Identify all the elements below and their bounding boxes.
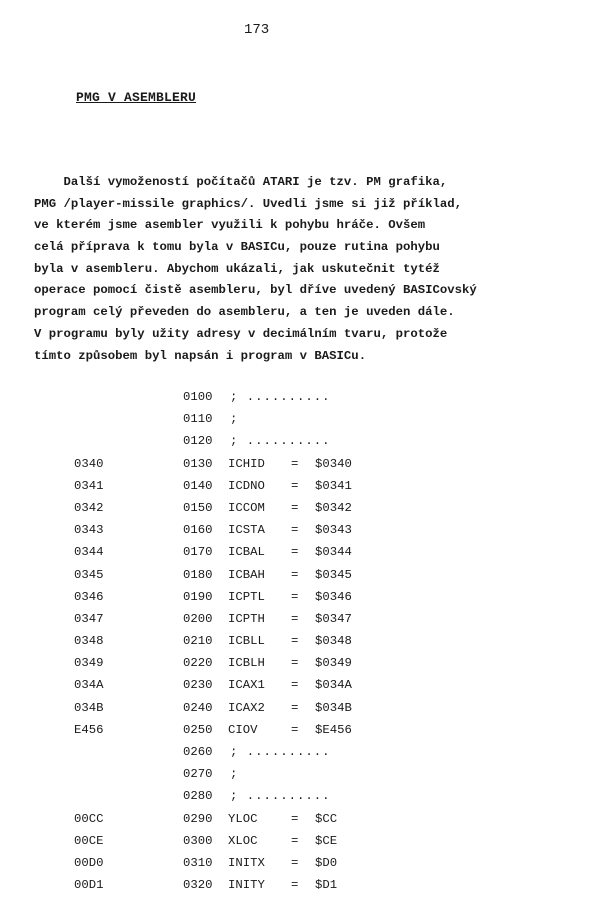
listing-comment: ; — [230, 412, 239, 427]
listing-row — [0, 808, 600, 830]
listing-operator: = — [291, 611, 299, 626]
listing-row — [0, 564, 600, 586]
listing-operator: = — [291, 722, 299, 737]
listing-label: INITX — [228, 855, 265, 870]
listing-value: $D0 — [315, 855, 338, 870]
listing-row — [0, 697, 600, 719]
listing-address: 034A — [74, 678, 104, 693]
listing-label: ICBAH — [228, 567, 265, 582]
listing-value: $0349 — [315, 656, 352, 671]
listing-value: $0343 — [315, 523, 352, 538]
listing-value: $0345 — [315, 567, 352, 582]
paragraph-line: celá příprava k tomu byla v BASICu, pouze rutina pohybu — [34, 240, 440, 255]
listing-value: $D1 — [315, 878, 338, 893]
listing-label: XLOC — [228, 833, 258, 848]
listing-label: ICBLL — [228, 634, 265, 649]
listing-line-number: 0140 — [183, 478, 213, 493]
listing-row — [0, 608, 600, 630]
listing-line-number: 0250 — [183, 722, 213, 737]
listing-operator: = — [291, 567, 299, 582]
listing-row — [0, 741, 600, 763]
listing-comment: ; .......... — [230, 789, 331, 804]
listing-line-number: 0280 — [183, 789, 213, 804]
listing-label: ICAX2 — [228, 700, 265, 715]
listing-operator: = — [291, 478, 299, 493]
listing-line-number: 0260 — [183, 745, 213, 759]
listing-line-number: 0100 — [183, 390, 213, 404]
body-paragraph — [34, 172, 574, 367]
paragraph-line: byla v asembleru. Abychom ukázali, jak uskutečnit tytéž — [34, 261, 440, 276]
listing-address: 0344 — [74, 545, 104, 560]
listing-line-number: 0220 — [183, 656, 213, 671]
listing-label: ICAX1 — [228, 678, 265, 693]
listing-operator: = — [291, 700, 299, 715]
listing-row — [0, 674, 600, 696]
listing-address: 00CC — [74, 811, 104, 826]
section-title: PMG V ASEMBLERU — [76, 90, 197, 105]
listing-row — [0, 475, 600, 497]
listing-line-number: 0240 — [183, 700, 213, 715]
paragraph-line: Další vymožeností počítačů ATARI je tzv. PM grafika, — [34, 175, 448, 189]
listing-row — [0, 586, 600, 608]
listing-line-number: 0190 — [183, 589, 213, 604]
listing-comment: ; — [230, 767, 239, 782]
listing-address: 00CE — [74, 833, 104, 848]
listing-operator: = — [291, 878, 299, 893]
listing-label: ICSTA — [228, 523, 265, 538]
listing-line-number: 0150 — [183, 500, 213, 515]
listing-comment: ; .......... — [230, 745, 331, 759]
listing-line-number: 0300 — [183, 833, 213, 848]
listing-value: $0347 — [315, 611, 352, 626]
listing-address: 0349 — [74, 656, 104, 671]
listing-value: $0342 — [315, 500, 352, 515]
listing-line-number: 0130 — [183, 456, 213, 471]
listing-address: 0341 — [74, 478, 104, 493]
listing-address: 0347 — [74, 611, 104, 626]
listing-line-number: 0210 — [183, 634, 213, 649]
listing-address: 00D1 — [74, 878, 104, 893]
listing-value: $CC — [315, 811, 338, 826]
listing-value: $0340 — [315, 456, 352, 471]
listing-label: CIOV — [228, 722, 258, 737]
listing-row — [0, 408, 600, 430]
listing-line-number: 0320 — [183, 878, 213, 893]
listing-row — [0, 497, 600, 519]
listing-address: 0346 — [74, 589, 104, 604]
listing-value: $E456 — [315, 722, 352, 737]
listing-row — [0, 874, 600, 896]
listing-line-number: 0180 — [183, 567, 213, 582]
listing-address: 034B — [74, 700, 104, 715]
listing-line-number: 0200 — [183, 611, 213, 626]
listing-value: $0344 — [315, 545, 352, 560]
listing-line-number: 0270 — [183, 767, 213, 782]
listing-operator: = — [291, 678, 299, 693]
listing-address: 0340 — [74, 456, 104, 471]
listing-comment: ; .......... — [230, 434, 331, 449]
listing-line-number: 0310 — [183, 855, 213, 870]
listing-row — [0, 763, 600, 785]
paragraph-line: program celý převeden do asembleru, a ten je uveden dále. — [34, 305, 455, 320]
listing-operator: = — [291, 589, 299, 604]
listing-label: ICBAL — [228, 545, 265, 560]
listing-address: 0348 — [74, 634, 104, 649]
listing-address: 0343 — [74, 523, 104, 538]
listing-line-number: 0170 — [183, 545, 213, 560]
listing-row — [0, 652, 600, 674]
listing-comment: ; .......... — [230, 390, 331, 404]
listing-row — [0, 630, 600, 652]
listing-label: ICDNO — [228, 478, 265, 493]
listing-label: INITY — [228, 878, 265, 893]
listing-line-number: 0110 — [183, 412, 213, 427]
assembler-listing — [0, 386, 600, 896]
listing-label: ICPTL — [228, 589, 265, 604]
listing-operator: = — [291, 634, 299, 649]
listing-label: ICPTH — [228, 611, 265, 626]
listing-line-number: 0230 — [183, 678, 213, 693]
listing-row — [0, 519, 600, 541]
listing-row — [0, 852, 600, 874]
listing-row — [0, 719, 600, 741]
listing-operator: = — [291, 811, 299, 826]
listing-value: $0341 — [315, 478, 352, 493]
paragraph-line: tímto způsobem byl napsán i program v BASICu. — [34, 348, 367, 363]
listing-value: $0346 — [315, 589, 352, 604]
paragraph-line: operace pomocí čistě asembleru, byl dříve uvedený BASICovský — [34, 283, 477, 298]
listing-address: 00D0 — [74, 855, 104, 870]
listing-operator: = — [291, 656, 299, 671]
listing-value: $034B — [315, 700, 352, 715]
listing-row — [0, 785, 600, 807]
listing-label: YLOC — [228, 811, 258, 826]
listing-label: ICCOM — [228, 500, 265, 515]
listing-operator: = — [291, 545, 299, 560]
listing-label: ICBLH — [228, 656, 265, 671]
listing-address: E456 — [74, 722, 104, 737]
page-number: 173 — [244, 22, 270, 38]
listing-line-number: 0290 — [183, 811, 213, 826]
paragraph-line: PMG /player-missile graphics/. Uvedli jsme si již příklad, — [34, 196, 463, 211]
listing-row — [0, 830, 600, 852]
listing-label: ICHID — [228, 456, 265, 471]
listing-operator: = — [291, 500, 299, 515]
listing-line-number: 0160 — [183, 523, 213, 538]
listing-address: 0345 — [74, 567, 104, 582]
listing-row — [0, 386, 600, 408]
listing-operator: = — [291, 523, 299, 538]
paragraph-line: ve kterém jsme asembler využili k pohybu hráče. Ovšem — [34, 218, 426, 233]
listing-row — [0, 541, 600, 563]
listing-operator: = — [291, 456, 299, 471]
listing-operator: = — [291, 855, 299, 870]
listing-line-number: 0120 — [183, 434, 213, 449]
listing-operator: = — [291, 833, 299, 848]
listing-value: $0348 — [315, 634, 352, 649]
listing-value: $CE — [315, 833, 338, 848]
listing-row — [0, 430, 600, 452]
listing-value: $034A — [315, 678, 352, 693]
listing-address: 0342 — [74, 500, 104, 515]
paragraph-line: V programu byly užity adresy v decimálním tvaru, protože — [34, 326, 448, 341]
listing-row — [0, 453, 600, 475]
